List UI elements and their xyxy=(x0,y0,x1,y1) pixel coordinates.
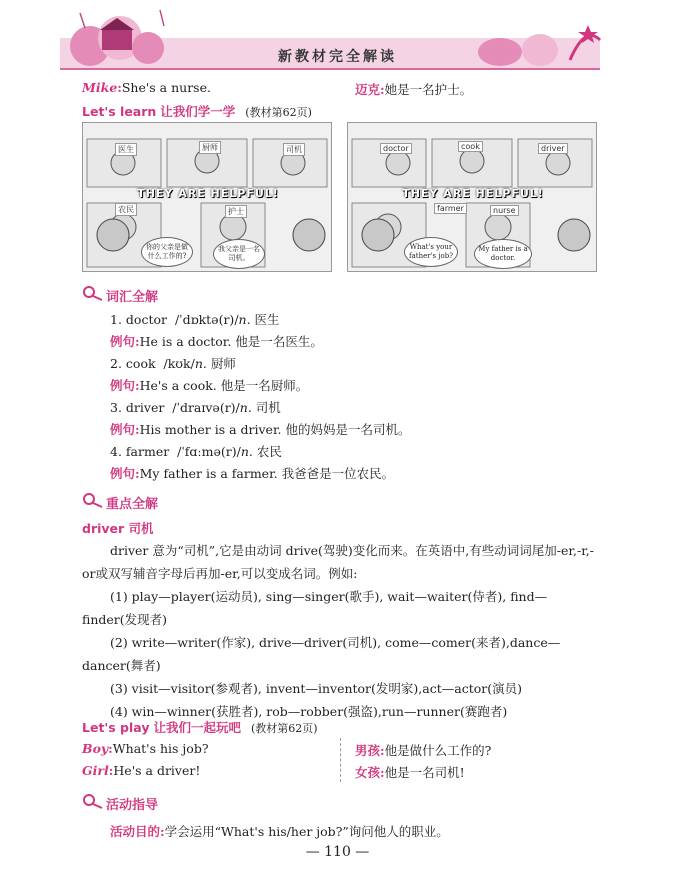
dialogue-translation-girl: 女孩:他是一名司机! xyxy=(355,765,465,780)
magnifier-icon xyxy=(82,793,104,809)
vocab-entry: 1. doctor /ˈdɒktə(r)/n. 医生 xyxy=(110,312,280,327)
dialogue-text: She's a nurse. xyxy=(121,80,211,95)
activity-purpose: 活动目的:学会运用“What's his/her job?”询问他人的职业。 xyxy=(110,824,449,839)
label-farmer: 农民 xyxy=(115,203,137,216)
label-driver: driver xyxy=(538,143,568,154)
section-title-key-points: 重点全解 xyxy=(106,497,159,512)
key-point-title: driver 司机 xyxy=(82,521,154,536)
header-title: 新教材完全解读 xyxy=(278,49,397,65)
lets-play-heading: Let's play 让我们一起玩吧 (教材第62页) xyxy=(82,720,318,735)
vocab-example: 例句:He is a doctor. 他是一名医生。 xyxy=(110,334,323,349)
key-point-example-2: (2) write—writer(作家), drive—driver(司机), come—comer(来者),dance—dancer(舞者) xyxy=(82,635,561,673)
label-cook: cook xyxy=(458,141,483,152)
label-cook: 厨师 xyxy=(199,141,221,154)
dialogue-line-girl: Girl:He's a driver! xyxy=(82,763,201,778)
vocab-entry: 2. cook /kʊk/n. 厨师 xyxy=(110,356,236,371)
label-farmer: farmer xyxy=(434,203,467,214)
section-title-vocab: 词汇全解 xyxy=(106,290,159,305)
column-divider xyxy=(340,738,342,782)
dialogue-translation-mike: 迈克:她是一名护士。 xyxy=(355,82,473,97)
key-point-example-4: (4) win—winner(获胜者), rob—robber(强盗),run—runner(赛跑者) xyxy=(110,704,508,719)
banner-text: THEY ARE HELPFUL! xyxy=(402,187,544,200)
section-title-activity: 活动指导 xyxy=(106,798,159,813)
vocab-example: 例句:His mother is a driver. 他的妈妈是一名司机。 xyxy=(110,422,411,437)
dialogue-translation-boy: 男孩:他是做什么工作的? xyxy=(355,743,492,758)
speaker-name: Mike xyxy=(82,80,118,95)
magnifier-icon xyxy=(82,285,104,301)
speech-bubble-answer: My father is a doctor. xyxy=(474,239,532,269)
key-point-example-1: (1) play—player(运动员), sing—singer(歌手), wait—waiter(侍者), find—finder(发现者) xyxy=(82,589,548,627)
vocab-example: 例句:He's a cook. 他是一名厨师。 xyxy=(110,378,309,393)
vocab-example: 例句:My father is a farmer. 我爸爸是一位农民。 xyxy=(110,466,395,481)
dialogue-line-boy: Boy:What's his job? xyxy=(82,741,209,756)
label-doctor: doctor xyxy=(380,143,412,154)
page-number: — 110 — xyxy=(305,844,370,860)
banner-text: THEY ARE HELPFUL! xyxy=(137,187,279,200)
illustration-chinese xyxy=(82,122,332,272)
label-driver: 司机 xyxy=(283,143,305,156)
vocab-list xyxy=(110,310,610,486)
lets-learn-heading: Let's learn 让我们学一学 (教材第62页) xyxy=(82,104,312,119)
label-nurse: nurse xyxy=(490,205,519,216)
illustration-english xyxy=(347,122,597,272)
key-point-example-3: (3) visit—visitor(参观者), invent—inventor(发明家),act—actor(演员) xyxy=(110,681,522,696)
label-nurse: 护士 xyxy=(225,205,247,218)
speech-bubble-question: What's your father's job? xyxy=(404,237,458,267)
label-doctor: 医生 xyxy=(115,143,137,156)
key-point-paragraph: driver 意为“司机”,它是由动词 drive(驾驶)变化而来。在英语中,有些动词词尾加-er,-r,-or或双写辅音字母后再加-er,可以变成名词。例如: xyxy=(82,543,594,581)
speech-bubble-answer: 我父亲是一名司机。 xyxy=(213,239,265,269)
vocab-entry: 3. driver /ˈdraɪvə(r)/n. 司机 xyxy=(110,400,281,415)
vocab-entry: 4. farmer /ˈfɑːmə(r)/n. 农民 xyxy=(110,444,282,459)
magnifier-icon xyxy=(82,492,104,508)
dialogue-line-mike: Mike:She's a nurse. xyxy=(82,80,211,95)
speech-bubble-question: 你的父亲是做什么工作的? xyxy=(141,237,193,267)
